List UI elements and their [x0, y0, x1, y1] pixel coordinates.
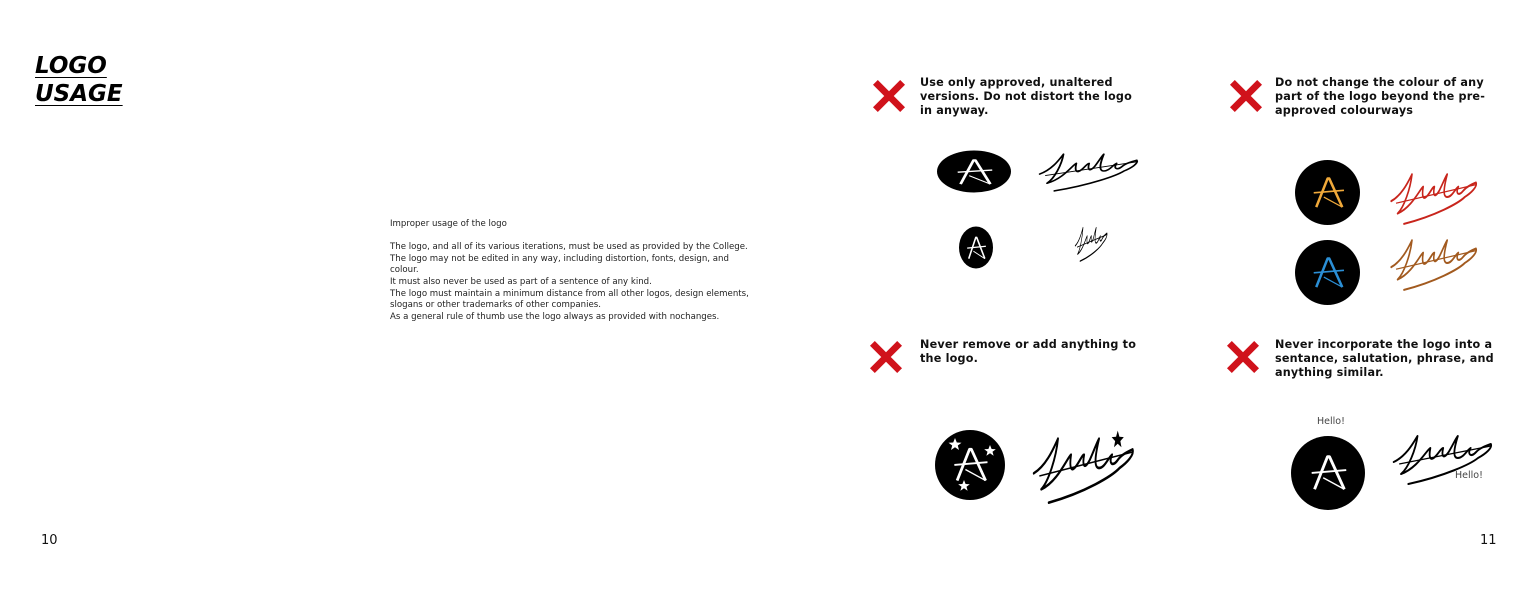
prohibited-icon	[869, 340, 903, 374]
intro-line: The logo, and all of its various iterations, must be used as provided by the College.	[390, 242, 748, 253]
script-logo-brown	[1388, 232, 1484, 294]
a-logo-orange	[1295, 160, 1360, 225]
rule-text-sentence: Never incorporate the logo into a sentance, salutation, phrase, and anything similar.	[1275, 338, 1494, 379]
a-logo-blue	[1295, 240, 1360, 305]
intro-line: slogans or other trademarks of other companies.	[390, 300, 601, 311]
intro-paragraph	[390, 242, 750, 323]
page-number-left: 10	[41, 533, 58, 548]
script-logo-squeezed	[1074, 222, 1110, 264]
prohibited-icon	[872, 79, 906, 113]
title-line-usage: USAGE	[35, 81, 123, 107]
a-logo-stretched	[936, 150, 1012, 193]
star-icon	[1112, 431, 1124, 448]
rule-text-distort: Use only approved, unaltered versions. Do not distort the logo in anyway.	[920, 76, 1133, 117]
page-number-right: 11	[1480, 533, 1497, 548]
rule-text-remove-add: Never remove or add anything to the logo.	[920, 338, 1137, 365]
script-logo-stretched	[1036, 148, 1146, 194]
a-logo-with-stars	[935, 430, 1005, 500]
prohibited-icon	[1229, 79, 1263, 113]
a-logo-in-sentence	[1291, 436, 1365, 510]
prohibited-icon	[1226, 340, 1260, 374]
title-line-logo: LOGO	[35, 53, 107, 79]
intro-line: As a general rule of thumb use the logo always as provided with nochanges.	[390, 311, 720, 322]
a-logo-squeezed	[958, 226, 994, 269]
page-title	[35, 52, 123, 108]
intro-line: The logo must maintain a minimum distance from all other logos, design elements,	[390, 288, 749, 299]
rule-text-colour: Do not change the colour of any part of the logo beyond the pre-approved colourways	[1275, 76, 1486, 117]
script-logo-in-sentence	[1390, 428, 1500, 488]
intro-line: It must also never be used as part of a sentence of any kind.	[390, 276, 652, 287]
hello-text-top: Hello!	[1317, 416, 1345, 427]
script-logo-with-star	[1030, 428, 1142, 508]
hello-text-side: Hello!	[1455, 470, 1483, 481]
script-logo-red	[1388, 166, 1484, 228]
intro-text	[390, 219, 750, 323]
intro-heading: Improper usage of the logo	[390, 219, 507, 229]
intro-line: The logo may not be edited in any way, including distortion, fonts, design, and colour.	[390, 253, 729, 276]
